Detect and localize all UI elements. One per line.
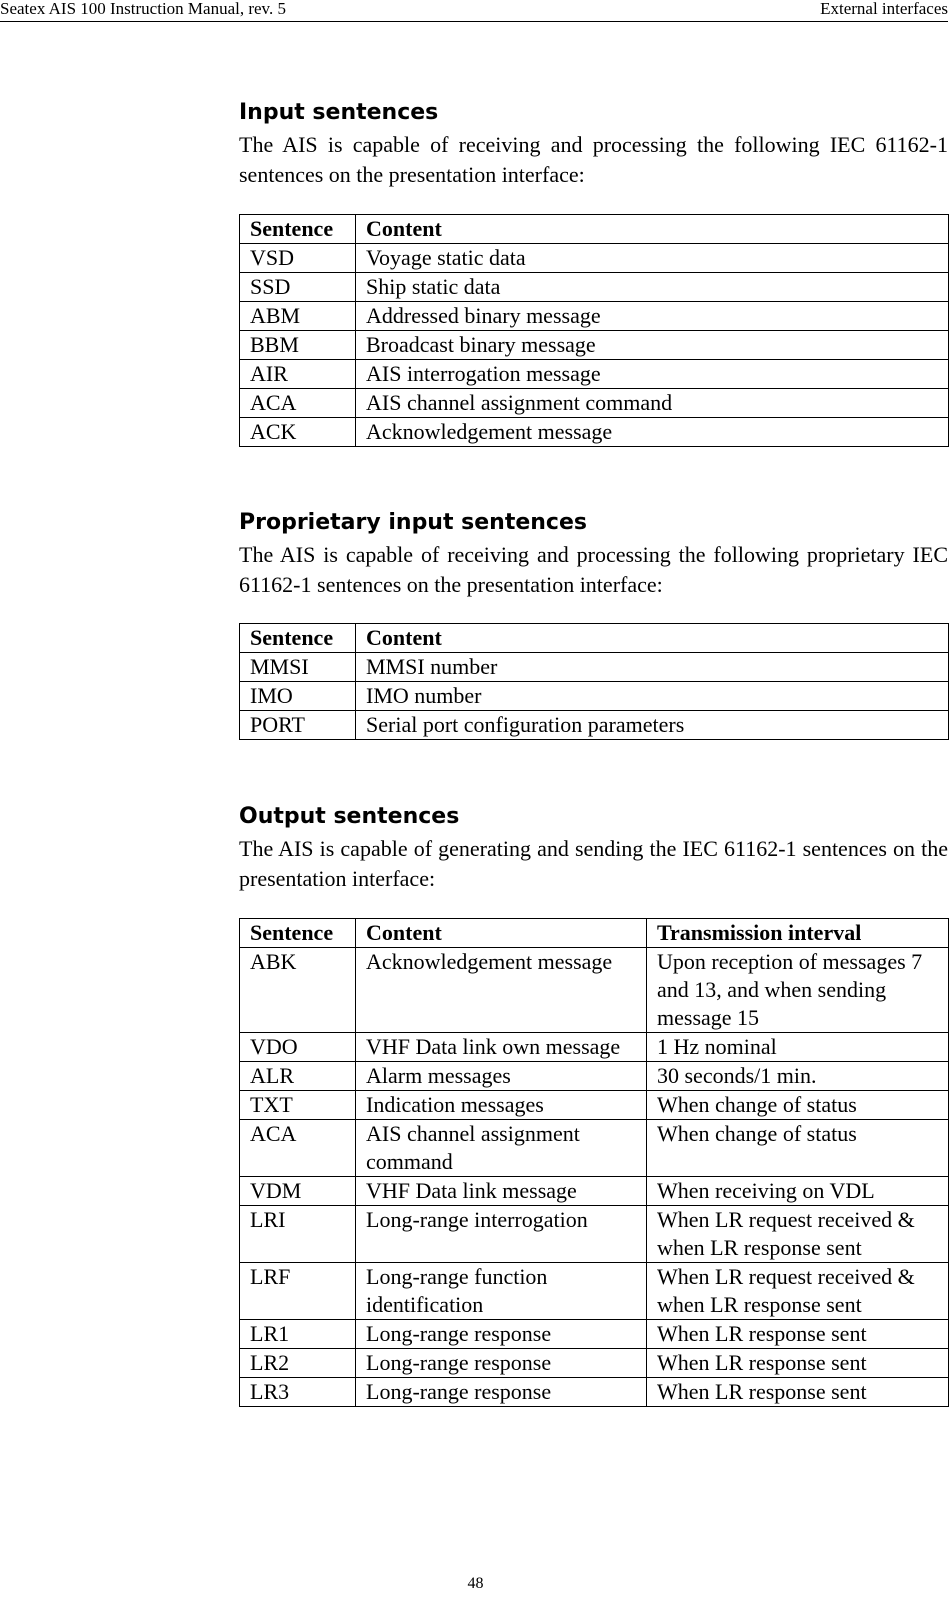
table-row <box>240 389 949 418</box>
table-row <box>240 1091 949 1120</box>
content-cell: Ship static data <box>356 273 949 302</box>
content-cell: Acknowledgement message <box>356 418 949 447</box>
column-header: Sentence <box>240 919 356 948</box>
interval-cell: When LR response sent <box>647 1320 949 1349</box>
table-row <box>240 711 949 740</box>
sentence-cell: LR3 <box>240 1378 356 1407</box>
content-cell: Long-range response <box>356 1378 647 1407</box>
section-input-sentences <box>239 96 948 190</box>
content-cell: Long-range interrogation <box>356 1206 647 1263</box>
sentence-cell: ABK <box>240 948 356 1033</box>
table-row <box>240 1320 949 1349</box>
section-title: Input sentences <box>239 100 439 125</box>
sentence-cell: SSD <box>240 273 356 302</box>
table-row <box>240 948 949 1033</box>
table-row <box>240 653 949 682</box>
sentence-cell: VDM <box>240 1177 356 1206</box>
page-number: 48 <box>467 1575 484 1592</box>
content-cell: Acknowledgement message <box>356 948 647 1033</box>
table-row <box>240 331 949 360</box>
column-header: Sentence <box>240 215 356 244</box>
sentence-cell: ABM <box>240 302 356 331</box>
table-row <box>240 302 949 331</box>
section-intro: The AIS is capable of receiving and processing the following proprietary IEC 61162-1 sentences on the presentation interface: <box>239 542 948 597</box>
content-cell: VHF Data link message <box>356 1177 647 1206</box>
column-header: Transmission interval <box>647 919 949 948</box>
content-cell: Long-range response <box>356 1320 647 1349</box>
sentence-cell: ACA <box>240 389 356 418</box>
column-header: Content <box>356 215 949 244</box>
table-row <box>240 1349 949 1378</box>
content-cell: Broadcast binary message <box>356 331 949 360</box>
table-row <box>240 1120 949 1177</box>
interval-cell: Upon reception of messages 7 and 13, and when sending message 15 <box>647 948 949 1033</box>
section-intro: The AIS is capable of receiving and processing the following IEC 61162-1 sentences on the presentation interface: <box>239 132 948 187</box>
table-header-row <box>240 919 949 948</box>
sentence-cell: ACA <box>240 1120 356 1177</box>
table-row <box>240 1033 949 1062</box>
column-header: Sentence <box>240 624 356 653</box>
interval-cell: When LR request received & when LR response sent <box>647 1263 949 1320</box>
sentence-cell: LRF <box>240 1263 356 1320</box>
interval-cell: When LR response sent <box>647 1349 949 1378</box>
content-cell: Alarm messages <box>356 1062 647 1091</box>
content-cell: Voyage static data <box>356 244 949 273</box>
table-row <box>240 1206 949 1263</box>
interval-cell: When receiving on VDL <box>647 1177 949 1206</box>
column-header: Content <box>356 919 647 948</box>
section-output-sentences <box>239 800 948 894</box>
sentence-cell: BBM <box>240 331 356 360</box>
section-proprietary-input-sentences <box>239 506 948 600</box>
content-cell: Serial port configuration parameters <box>356 711 949 740</box>
proprietary-input-sentences-table <box>239 623 949 740</box>
content-cell: VHF Data link own message <box>356 1033 647 1062</box>
content-cell: AIS channel assignment command <box>356 1120 647 1177</box>
interval-cell: When change of status <box>647 1091 949 1120</box>
interval-cell: 30 seconds/1 min. <box>647 1062 949 1091</box>
table-row <box>240 1378 949 1407</box>
input-sentences-table <box>239 214 949 447</box>
sentence-cell: MMSI <box>240 653 356 682</box>
table-row <box>240 1062 949 1091</box>
table-row <box>240 418 949 447</box>
sentence-cell: PORT <box>240 711 356 740</box>
sentence-cell: AIR <box>240 360 356 389</box>
content-cell: Long-range response <box>356 1349 647 1378</box>
interval-cell: When LR response sent <box>647 1378 949 1407</box>
content-cell: AIS interrogation message <box>356 360 949 389</box>
table-row <box>240 360 949 389</box>
content-cell: Addressed binary message <box>356 302 949 331</box>
content-cell: AIS channel assignment command <box>356 389 949 418</box>
interval-cell: 1 Hz nominal <box>647 1033 949 1062</box>
sentence-cell: ALR <box>240 1062 356 1091</box>
content-cell: IMO number <box>356 682 949 711</box>
column-header: Content <box>356 624 949 653</box>
sentence-cell: VDO <box>240 1033 356 1062</box>
table-header-row <box>240 215 949 244</box>
sentence-cell: TXT <box>240 1091 356 1120</box>
sentence-cell: LRI <box>240 1206 356 1263</box>
interval-cell: When LR request received & when LR response sent <box>647 1206 949 1263</box>
sentence-cell: LR1 <box>240 1320 356 1349</box>
page-header <box>0 0 948 22</box>
sentence-cell: IMO <box>240 682 356 711</box>
sentence-cell: ACK <box>240 418 356 447</box>
content-cell: MMSI number <box>356 653 949 682</box>
output-sentences-table <box>239 918 949 1407</box>
section-intro: The AIS is capable of generating and sending the IEC 61162-1 sentences on the presentation interface: <box>239 836 948 891</box>
section-title: Output sentences <box>239 804 460 829</box>
table-row <box>240 273 949 302</box>
content-cell: Indication messages <box>356 1091 647 1120</box>
content-cell: Long-range function identification <box>356 1263 647 1320</box>
table-row <box>240 244 949 273</box>
sentence-cell: LR2 <box>240 1349 356 1378</box>
table-row <box>240 682 949 711</box>
header-document-title: Seatex AIS 100 Instruction Manual, rev. 5 <box>0 0 286 18</box>
interval-cell: When change of status <box>647 1120 949 1177</box>
table-header-row <box>240 624 949 653</box>
sentence-cell: VSD <box>240 244 356 273</box>
section-title: Proprietary input sentences <box>239 510 587 535</box>
table-row <box>240 1177 949 1206</box>
table-row <box>240 1263 949 1320</box>
header-chapter-title: External interfaces <box>820 0 948 18</box>
